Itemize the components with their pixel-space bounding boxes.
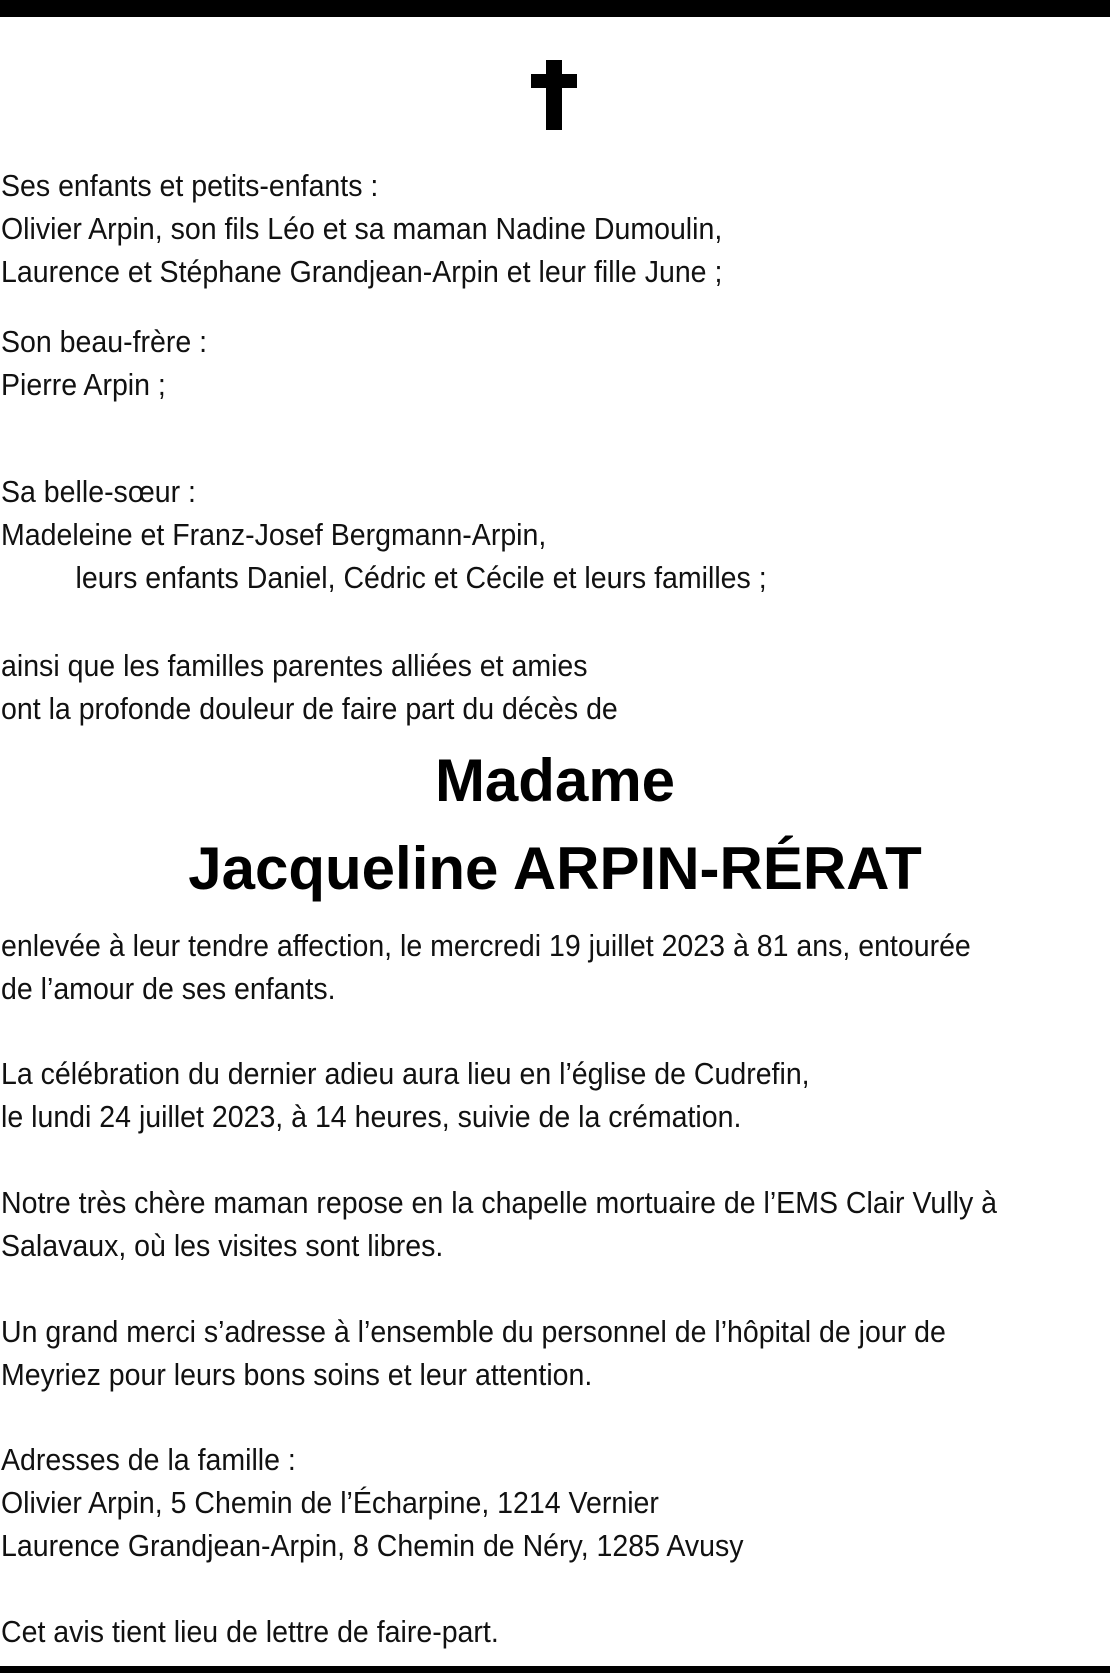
family-children-section xyxy=(1,164,1019,293)
rest-line: Notre très chère maman repose en la chapelle mortuaire de l’EMS Clair Vully à xyxy=(1,1185,998,1220)
deceased-salutation: Madame xyxy=(434,747,676,814)
address-line: Laurence Grandjean-Arpin, 8 Chemin de Néry, 1285 Avusy xyxy=(1,1528,744,1563)
closing-section xyxy=(1,1610,1019,1653)
passing-section xyxy=(1,924,1019,1010)
addresses-heading: Adresses de la famille : xyxy=(1,1442,296,1477)
passing-line: enlevée à leur tendre affection, le mercredi 19 juillet 2023 à 81 ans, entourée xyxy=(1,928,971,963)
family-line: Olivier Arpin, son fils Léo et sa maman Nadine Dumoulin, xyxy=(1,211,723,246)
family-line: Pierre Arpin ; xyxy=(1,367,166,402)
family-line: Laurence et Stéphane Grandjean-Arpin et leur fille June ; xyxy=(1,254,723,289)
family-line: Madeleine et Franz-Josef Bergmann-Arpin, xyxy=(1,517,547,552)
closing-line: Cet avis tient lieu de lettre de faire-part. xyxy=(1,1614,499,1649)
brother-in-law-section xyxy=(1,320,1019,406)
thanks-section xyxy=(1,1310,1019,1396)
addresses-section xyxy=(1,1438,1019,1567)
sister-in-law-section xyxy=(1,470,1019,599)
thanks-line: Un grand merci s’adresse à l’ensemble du personnel de l’hôpital de jour de xyxy=(1,1314,946,1349)
family-children-heading: Ses enfants et petits-enfants : xyxy=(1,168,379,203)
announcement-line: ont la profonde douleur de faire part du décès de xyxy=(1,691,618,726)
passing-line: de l’amour de ses enfants. xyxy=(1,971,336,1006)
brother-in-law-heading: Son beau-frère : xyxy=(1,324,208,359)
ceremony-line: le lundi 24 juillet 2023, à 14 heures, suivie de la crémation. xyxy=(1,1099,742,1134)
thanks-line: Meyriez pour leurs bons soins et leur attention. xyxy=(1,1357,593,1392)
deceased-name: Jacqueline ARPIN-RÉRAT xyxy=(188,835,922,902)
address-line: Olivier Arpin, 5 Chemin de l’Écharpine, 1214 Vernier xyxy=(1,1485,659,1520)
ceremony-section xyxy=(1,1052,1019,1138)
announcement-section xyxy=(1,644,1019,730)
announcement-line: ainsi que les familles parentes alliées et amies xyxy=(1,648,588,683)
bottom-border-rule xyxy=(0,1666,1110,1673)
family-line-indented: leurs enfants Daniel, Cédric et Cécile et leurs familles ; xyxy=(75,560,767,595)
rest-section xyxy=(1,1181,1019,1267)
rest-line: Salavaux, où les visites sont libres. xyxy=(1,1228,444,1263)
top-border-rule xyxy=(0,0,1110,17)
sister-in-law-heading: Sa belle-sœur : xyxy=(1,474,196,509)
cross-icon xyxy=(531,60,577,130)
ceremony-line: La célébration du dernier adieu aura lieu en l’église de Cudrefin, xyxy=(1,1056,810,1091)
